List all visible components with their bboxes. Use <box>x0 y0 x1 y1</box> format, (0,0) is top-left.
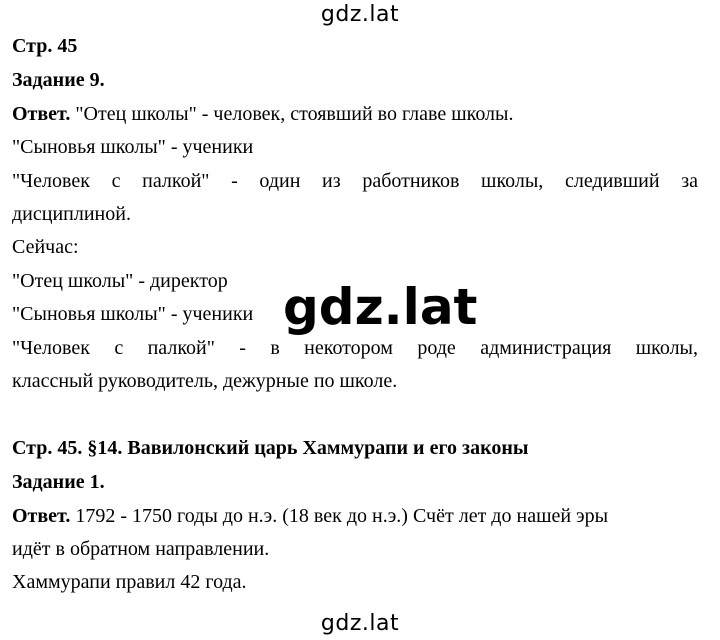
section-heading: Стр. 45. §14. Вавилонский царь Хаммурапи и его законы <box>12 437 529 459</box>
text-line: классный руководитель, дежурные по школе. <box>12 370 398 392</box>
text-line: "Сыновья школы" - ученики <box>12 136 254 158</box>
watermark-bottom: gdz.lat <box>320 611 400 636</box>
text-line: Сейчас: <box>12 236 79 258</box>
text-line: "Сыновья школы" - ученики <box>12 303 254 325</box>
text-line: дисциплиной. <box>12 203 131 225</box>
text-line-justified: "Человек с палкой" - один из работников школы, следивший за <box>12 170 698 192</box>
answer-text: "Отец школы" - человек, стоявший во главе школы. <box>70 103 514 125</box>
task-heading: Задание 1. <box>12 471 105 493</box>
text-line: "Отец школы" - директор <box>12 270 228 292</box>
text-line-justified: "Человек с палкой" - в некотором роде администрация школы, <box>12 337 698 359</box>
answer-label: Ответ. <box>12 103 71 125</box>
answer-label: Ответ. <box>12 505 71 527</box>
answer-line <box>12 102 698 126</box>
watermark-top: gdz.lat <box>320 2 400 27</box>
text-line: идёт в обратном направлении. <box>12 538 270 560</box>
task-heading: Задание 9. <box>12 69 105 91</box>
text-line: Хаммурапи правил 42 года. <box>12 571 247 593</box>
page-heading: Стр. 45 <box>12 35 78 57</box>
watermark-center: gdz.lat <box>283 278 478 336</box>
answer-line <box>12 504 698 528</box>
answer-text: 1792 - 1750 годы до н.э. (18 век до н.э.) Счёт лет до нашей эры <box>70 505 609 527</box>
